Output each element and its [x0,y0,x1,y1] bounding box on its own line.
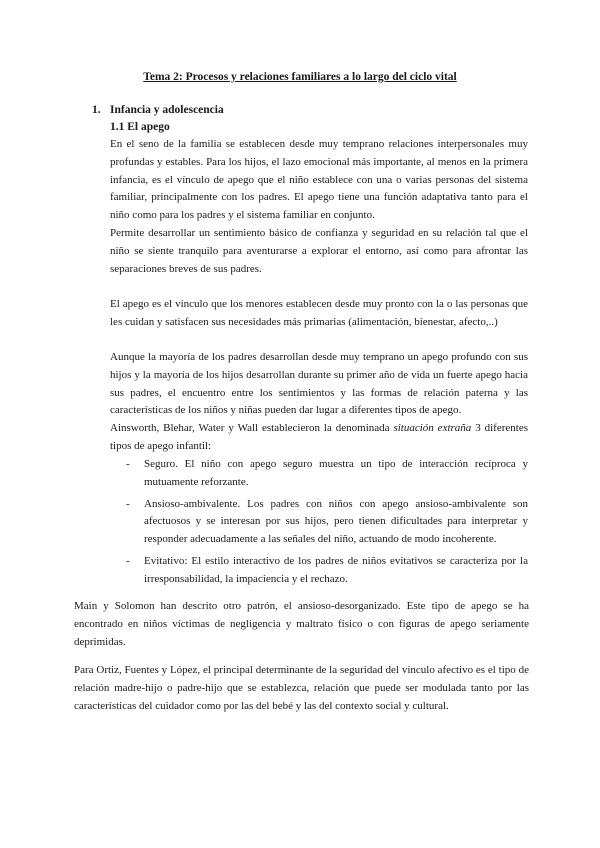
paragraph-5-start: Ainsworth, Blehar, Water y Wall establecieron la denominada [110,422,394,434]
list-item-text: Ansioso-ambivalente. Los padres con niños con apego ansioso-ambivalente son afectuosos y se interesan por sus hijos, pero tienen dificultades para interpretar y responder adecuadamente a las señales del niño, actuando de modo incoherente. [144,497,528,546]
paragraph-7: Para Ortiz, Fuentes y López, el principal determinante de la seguridad del vínculo afectivo es el tipo de relación madre-hijo o padre-hijo que se establezca, relación que puede ser modulada tanto por las características del cuidador como por las del bebé y las del contexto social y cultural. [74,664,529,712]
section-number: 1. [92,104,101,116]
paragraph-5 [110,420,528,456]
bullet-marker: - [126,554,130,567]
list-item [126,456,528,492]
list-item-text: Seguro. El niño con apego seguro muestra un tipo de interacción recíproca y mutuamente reforzante. [144,458,528,488]
bullet-marker: - [126,497,130,510]
attachment-types-list [126,456,528,593]
paragraph-1: En el seno de la familia se establecen desde muy temprano relaciones interpersonales muy profundas y estables. Para los hijos, el lazo emocional más importante, al menos en la primera infancia, es el vínculo de apego que el niño establece con una o varias personas del sistema familiar, principalmente con los padres. El apego tiene una función adaptativa tanto para el niño como para los padres y el sistema familiar en conjunto. [110,138,528,222]
section-heading [92,104,224,116]
paragraph-6: Main y Solomon han descrito otro patrón, el ansioso-desorganizado. Este tipo de apego se ha encontrado en niños víctimas de negligencia y maltrato físico o con figuras de apego seriamente deprimidas. [74,600,529,648]
section-heading-text: Infancia y adolescencia [110,104,224,116]
bullet-marker: - [126,458,130,470]
list-item [126,553,528,589]
list-item-text: Evitativo: El estilo interactivo de los padres de niños evitativos se caracteriza por la irresponsabilidad, la impaciencia y el rechazo. [144,554,528,585]
list-item [126,496,528,549]
paragraph-4: Aunque la mayoría de los padres desarrollan desde muy temprano un apego profundo con sus hijos y la mayoría de los hijos desarrollan durante su primer año de vida un fuerte apego hacia sus padres, el encuentro entre los sentimientos y las formas de relación paterna y las características de los niños y niñas pueden dar lugar a diferentes tipos de apego. [110,351,528,417]
paragraph-5-italic: situación extraña [393,422,472,434]
document-title: Tema 2: Procesos y relaciones familiares a lo largo del ciclo vital [143,71,457,83]
subsection-heading: 1.1 El apego [110,121,170,133]
paragraph-2: Permite desarrollar un sentimiento básico de confianza y seguridad en su relación tal que el niño se siente tranquilo para aventurarse a explorar el entorno, así como para afrontar las separaciones breves de sus padres. [110,227,528,275]
paragraph-5-end: 3 diferentes tipos de apego infantil: [110,422,528,452]
paragraph-3: El apego es el vínculo que los menores establecen desde muy pronto con la o las personas que les cuidan y satisfacen sus necesidades más primarias (alimentación, bienestar, afecto,..) [110,298,528,328]
